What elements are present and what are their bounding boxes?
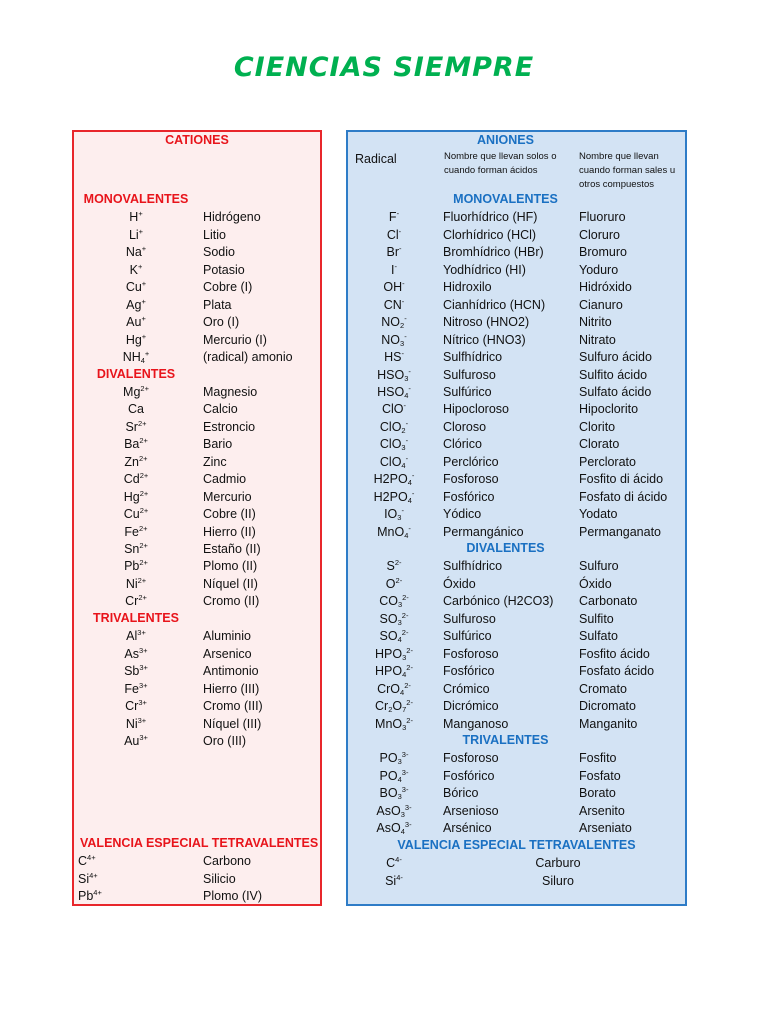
- cation-symbol: $Fe^{3+}$: [124, 680, 148, 696]
- anion-acid-name: Dicrómico: [443, 699, 499, 714]
- anion-salt-name: Hipoclorito: [579, 402, 639, 417]
- anion-salt-name: Fluoruro: [579, 210, 626, 225]
- anion-salt-name: Yoduro: [579, 262, 619, 277]
- anion-acid-name: Crómico: [443, 681, 490, 696]
- anion-radical: Cl-: [386, 226, 402, 242]
- anion-salt-name: Clorato: [579, 437, 620, 452]
- anion-acid-name: Arsenioso: [443, 803, 499, 818]
- anion-radical: $PO_3^{3-}$: [379, 750, 409, 767]
- anion-radical: $IO_3^-$: [384, 506, 404, 523]
- anion-radical: ClO$_2$-: [379, 418, 409, 435]
- anion-salt-name: Nitrato: [579, 332, 616, 347]
- cation-row: [74, 681, 320, 698]
- cation-name: Níquel (III): [203, 716, 262, 731]
- anion-radical: I-: [391, 261, 397, 277]
- anion-row: [348, 436, 685, 453]
- cation-symbol: H+: [129, 209, 143, 225]
- cation-name: Mercurio (I): [203, 332, 267, 347]
- anion-row: [348, 209, 685, 226]
- anion-radical: F-: [388, 209, 400, 225]
- anion-row: [348, 262, 685, 279]
- anion-row: [348, 611, 685, 628]
- cation-symbol: Hg+: [125, 331, 147, 347]
- anion-radical: AsO$_3^{3-}$: [376, 802, 412, 819]
- cation-symbol: $Al^{3+}$: [126, 628, 146, 644]
- cation-special-row: [74, 853, 320, 870]
- anion-salt-name: Sulfato: [579, 629, 618, 644]
- cation-name: Estroncio: [203, 419, 256, 434]
- cation-name: Oro (III): [203, 733, 247, 748]
- salt-name-note: Nombre que llevan cuando forman sales u otros compuestos: [579, 151, 676, 190]
- anion-row: [348, 750, 685, 767]
- cation-row: [74, 524, 320, 541]
- anion-salt-name: Nitrito: [579, 315, 612, 330]
- anion-radical: $H2PO_4^-$: [373, 471, 415, 488]
- anion-radical: MnO$_4$-: [377, 523, 411, 540]
- cation-row: [74, 244, 320, 261]
- cation-row: [74, 314, 320, 331]
- anion-radical: $HSO_4^-$: [377, 383, 411, 400]
- cation-row: [74, 733, 320, 750]
- cation-row: [74, 558, 320, 575]
- acid-name-note: Nombre que llevan solos o cuando forman ácidos: [444, 151, 557, 176]
- cation-row: [74, 332, 320, 349]
- anion-salt-name: Fosfato di ácido: [579, 489, 668, 504]
- anion-row: [348, 663, 685, 680]
- cation-row: [74, 401, 320, 418]
- cation-symbol: $NH_4^+$: [122, 349, 150, 366]
- anion-radical: ClO$_4$-: [379, 453, 409, 470]
- anion-name: Carburo: [535, 856, 581, 871]
- cation-name: Potasio: [203, 262, 245, 277]
- anion-acid-name: Fosforoso: [443, 472, 499, 487]
- anion-salt-name: Sulfito: [579, 611, 614, 626]
- anion-acid-name: Fosfórico: [443, 768, 495, 783]
- anion-special-header: VALENCIA ESPECIAL TETRAVALENTES: [397, 837, 636, 852]
- anion-salt-name: Sulfato ácido: [579, 384, 652, 399]
- anion-salt-name: Óxido: [579, 576, 612, 591]
- anion-row: [348, 419, 685, 436]
- anion-radical: AsO$_4^{3-}$: [376, 820, 412, 837]
- anion-radical: $BO_3^{3-}$: [379, 785, 409, 802]
- cation-name: Carbono: [203, 854, 251, 869]
- anion-row: [348, 716, 685, 733]
- anion-radical: ClO-: [381, 401, 407, 417]
- anion-acid-name: Fluorhídrico (HF): [443, 210, 538, 225]
- cation-name: Plata: [203, 297, 232, 312]
- anion-row: [348, 297, 685, 314]
- anion-radical: MnO$_3^{2-}$: [375, 715, 413, 732]
- anion-acid-name: Sulfuroso: [443, 611, 496, 626]
- anion-row: [348, 524, 685, 541]
- anion-row: [348, 803, 685, 820]
- cation-symbol: $Au^{3+}$: [124, 732, 148, 748]
- cation-name: Magnesio: [203, 384, 258, 399]
- cation-row: [74, 297, 320, 314]
- anion-row: [348, 646, 685, 663]
- cation-symbol: Cu+: [125, 279, 147, 295]
- anion-row: [348, 681, 685, 698]
- anion-salt-name: Fosfito ácido: [579, 646, 650, 661]
- cation-row: [74, 541, 320, 558]
- anion-row: [348, 628, 685, 645]
- anion-salt-name: Yodato: [579, 507, 618, 522]
- anion-acid-name: Yódico: [443, 507, 482, 522]
- anion-row: [348, 401, 685, 418]
- cation-row: [74, 436, 320, 453]
- anion-special-row: [348, 873, 685, 890]
- cation-row: [74, 716, 320, 733]
- anion-radical: Br-: [386, 244, 402, 260]
- anion-radical: CN-: [383, 296, 405, 312]
- cation-symbol: $As^{3+}$: [124, 645, 148, 661]
- cation-name: Hidrógeno: [203, 210, 261, 225]
- aniones-header: ANIONES: [477, 133, 534, 147]
- anion-radical: $SO_4^{2-}$: [379, 628, 409, 645]
- cation-row: [74, 349, 320, 366]
- anion-salt-name: Fosfito di ácido: [579, 472, 664, 487]
- cation-name: Mercurio: [203, 489, 252, 504]
- cation-symbol: $Sn^{2+}$: [124, 541, 148, 556]
- anion-row: [348, 576, 685, 593]
- anion-row: [348, 820, 685, 837]
- anion-acid-name: Carbónico (H2CO3): [443, 594, 554, 609]
- cation-symbol: Ag+: [126, 296, 146, 312]
- cation-symbol: $C^{4+}$: [78, 853, 96, 869]
- anion-radical: $HSO_3^-$: [377, 366, 411, 383]
- cation-row: [74, 384, 320, 401]
- cation-name: Sodio: [203, 245, 235, 260]
- anion-salt-name: Cromato: [579, 681, 627, 696]
- cation-name: Cromo (II): [203, 594, 260, 609]
- cation-row: [74, 628, 320, 645]
- anion-section-divalentes: DIVALENTES: [466, 541, 545, 555]
- cation-name: Níquel (II): [203, 576, 258, 591]
- cation-row: [74, 506, 320, 523]
- cation-symbol: $Zn^{2+}$: [124, 453, 148, 469]
- anion-radical: $S^{2-}$: [386, 558, 402, 574]
- anion-row: [348, 489, 685, 506]
- cation-name: Hierro (III): [203, 681, 260, 696]
- anion-radical: $SO_3^{2-}$: [379, 610, 409, 627]
- cation-symbol: $Cr^{2+}$: [125, 593, 147, 609]
- cation-name: Hierro (II): [203, 524, 256, 539]
- anion-salt-name: Fosfato ácido: [579, 664, 655, 679]
- anion-salt-name: Sulfuro ácido: [579, 350, 652, 365]
- cation-name: Cromo (III): [203, 699, 263, 714]
- cation-symbol: $Cu^{2+}$: [123, 506, 149, 522]
- cation-section-monovalentes: MONOVALENTES: [83, 192, 189, 206]
- anion-acid-name: Óxido: [443, 576, 476, 591]
- cation-name: Arsenico: [203, 646, 252, 661]
- cation-symbol: Na+: [125, 244, 147, 260]
- cation-name: Aluminio: [203, 629, 251, 644]
- cation-symbol: $Cd^{2+}$: [123, 471, 149, 487]
- cation-row: [74, 454, 320, 471]
- cationes-panel: [72, 130, 322, 906]
- anion-salt-name: Dicromato: [579, 699, 636, 714]
- cation-row: [74, 227, 320, 244]
- anion-acid-name: Sulfuroso: [443, 367, 496, 382]
- anion-acid-name: Cloroso: [443, 419, 487, 434]
- anion-radical: CrO$_4^{2-}$: [377, 680, 411, 697]
- anion-radical: $HPO_4^{2-}$: [375, 663, 413, 680]
- anion-acid-name: Clórico: [443, 437, 482, 452]
- anion-row: [348, 227, 685, 244]
- cation-symbol: $Sb^{3+}$: [124, 663, 148, 679]
- cation-name: Calcio: [203, 402, 238, 417]
- anion-radical: OH-: [383, 279, 405, 295]
- anion-acid-name: Nítrico (HNO3): [443, 332, 526, 347]
- cation-row: [74, 663, 320, 680]
- page-title: CIENCIAS SIEMPRE: [233, 52, 535, 83]
- anion-acid-name: Hipocloroso: [443, 402, 510, 417]
- anion-row: [348, 698, 685, 715]
- cation-name: Cobre (I): [203, 280, 253, 295]
- cation-symbol: Au+: [126, 314, 146, 330]
- anion-acid-name: Fosforoso: [443, 751, 499, 766]
- anion-acid-name: Bromhídrico (HBr): [443, 245, 544, 260]
- anion-acid-name: Perclórico: [443, 454, 499, 469]
- anion-salt-name: Cloruro: [579, 227, 620, 242]
- anion-radical: $NO_2^-$: [381, 314, 407, 331]
- anion-salt-name: Fosfato: [579, 768, 621, 783]
- cation-row: [74, 419, 320, 436]
- anion-salt-name: Fosfito: [579, 751, 617, 766]
- cationes-header: CATIONES: [165, 133, 229, 147]
- anion-acid-name: Permangánico: [443, 524, 524, 539]
- anion-row: [348, 332, 685, 349]
- cation-row: [74, 209, 320, 226]
- anion-acid-name: Sulfúrico: [443, 384, 492, 399]
- anion-section-trivalentes: TRIVALENTES: [462, 732, 549, 747]
- anion-salt-name: Clorito: [579, 419, 616, 434]
- anion-salt-name: Arsenito: [579, 803, 625, 818]
- anion-salt-name: Arseniato: [579, 821, 632, 836]
- anion-acid-name: Arsénico: [443, 821, 492, 836]
- cation-symbol: $Ni^{3+}$: [125, 715, 147, 731]
- cation-special-row: [74, 871, 320, 888]
- anion-acid-name: Manganoso: [443, 716, 509, 731]
- anion-acid-name: Nitroso (HNO2): [443, 315, 530, 330]
- anion-acid-name: Fosfórico: [443, 664, 495, 679]
- cation-symbol: $Si^{4+}$: [78, 870, 98, 886]
- cation-symbol: $Ni^{2+}$: [125, 575, 147, 591]
- anion-salt-name: Permanganato: [579, 524, 662, 539]
- anion-section-monovalentes: MONOVALENTES: [453, 192, 558, 206]
- cation-symbol: $Sr^{2+}$: [125, 418, 147, 434]
- anion-row: [348, 279, 685, 296]
- cation-name: Estaño (II): [203, 542, 261, 556]
- anion-acid-name: Yodhídrico (HI): [443, 262, 526, 277]
- cation-name: Antimonio: [203, 664, 259, 679]
- anion-row: [348, 785, 685, 802]
- cation-symbol: $Mg^{2+}$: [123, 383, 149, 399]
- cation-name: Silicio: [203, 871, 236, 886]
- cation-symbol: Li+: [128, 226, 144, 242]
- anion-salt-name: Perclorato: [579, 454, 636, 469]
- anion-acid-name: Fosforoso: [443, 646, 499, 661]
- cation-symbol: $Pb^{4+}$: [78, 888, 102, 904]
- anion-name: Siluro: [542, 873, 574, 888]
- anion-salt-name: Manganito: [579, 716, 638, 731]
- anion-row: [348, 244, 685, 261]
- cation-symbol: $Pb^{2+}$: [124, 558, 148, 574]
- cation-name: Litio: [203, 227, 226, 242]
- anion-radical: $PO_4^{3-}$: [379, 767, 409, 784]
- cation-row: [74, 646, 320, 663]
- anion-salt-name: Borato: [579, 786, 616, 801]
- anion-acid-name: Sulfhídrico: [443, 559, 503, 574]
- anion-row: [348, 558, 685, 575]
- anion-radical: HS-: [384, 349, 404, 365]
- anion-acid-name: Sulfúrico: [443, 629, 492, 644]
- anion-acid-name: Clorhídrico (HCl): [443, 227, 537, 242]
- anion-salt-name: Sulfito ácido: [579, 367, 648, 382]
- anion-radical: $H2PO_4^-$: [373, 488, 415, 505]
- cation-symbol: K+: [129, 261, 143, 277]
- anion-row: [348, 454, 685, 471]
- cation-row: [74, 279, 320, 296]
- cation-row: [74, 576, 320, 593]
- cation-symbol: $Ba^{2+}$: [124, 436, 148, 452]
- cation-section-divalentes: DIVALENTES: [96, 366, 176, 381]
- cation-special-row: [74, 888, 320, 905]
- cation-name: Bario: [203, 437, 233, 452]
- anion-special-row: [348, 855, 685, 872]
- anion-radical: $HPO_3^{2-}$: [375, 645, 413, 662]
- cation-name: Zinc: [203, 454, 227, 469]
- anion-salt-name: Bromuro: [579, 245, 627, 260]
- anion-acid-name: Fosfórico: [443, 489, 495, 504]
- anion-acid-name: Bórico: [443, 786, 479, 801]
- cation-symbol: $Cr^{3+}$: [125, 698, 147, 714]
- cation-name: Cadmio: [203, 472, 247, 487]
- anion-salt-name: Carbonato: [579, 594, 638, 609]
- cation-name: Plomo (IV): [203, 889, 263, 904]
- anion-salt-name: Hidróxido: [579, 280, 632, 295]
- cation-name: (radical) amonio: [203, 350, 293, 365]
- anion-radical: $Si^{4-}$: [385, 872, 403, 888]
- cation-row: [74, 471, 320, 488]
- radical-column-label: Radical: [355, 152, 397, 166]
- cation-row: [74, 698, 320, 715]
- cation-symbol: $Hg^{2+}$: [123, 488, 149, 504]
- anion-row: [348, 593, 685, 610]
- anion-salt-name: Cianuro: [579, 297, 623, 312]
- anion-row: [348, 314, 685, 331]
- cation-row: [74, 262, 320, 279]
- aniones-panel: [346, 130, 687, 906]
- cation-symbol: Ca: [128, 402, 144, 417]
- cation-symbol: $Fe^{2+}$: [124, 523, 148, 539]
- anion-acid-name: Cianhídrico (HCN): [443, 297, 546, 312]
- anion-radical: $C^{4-}$: [386, 855, 402, 871]
- anion-acid-name: Sulfhídrico: [443, 350, 503, 365]
- anion-row: [348, 768, 685, 785]
- anion-radical: ClO$_3$-: [379, 436, 409, 453]
- anion-row: [348, 471, 685, 488]
- cation-name: Cobre (II): [203, 507, 256, 522]
- cation-section-trivalentes: TRIVALENTES: [93, 610, 179, 625]
- cation-name: Plomo (II): [203, 559, 258, 574]
- anion-row: [348, 349, 685, 366]
- anion-row: [348, 506, 685, 523]
- anion-row: [348, 384, 685, 401]
- anion-row: [348, 367, 685, 384]
- anion-radical: $NO_3^-$: [381, 331, 407, 348]
- cation-name: Oro (I): [203, 315, 240, 330]
- anion-radical: $Cr_2O_7^{2-}$: [375, 698, 413, 715]
- cation-row: [74, 489, 320, 506]
- anion-radical: $O^{2-}$: [385, 575, 403, 591]
- cation-special-header: VALENCIA ESPECIAL TETRAVALENTES: [80, 836, 319, 850]
- anion-salt-name: Sulfuro: [579, 559, 619, 574]
- cation-row: [74, 593, 320, 610]
- anion-acid-name: Hidroxilo: [443, 280, 492, 295]
- anion-radical: $CO_3^{2-}$: [379, 593, 409, 610]
